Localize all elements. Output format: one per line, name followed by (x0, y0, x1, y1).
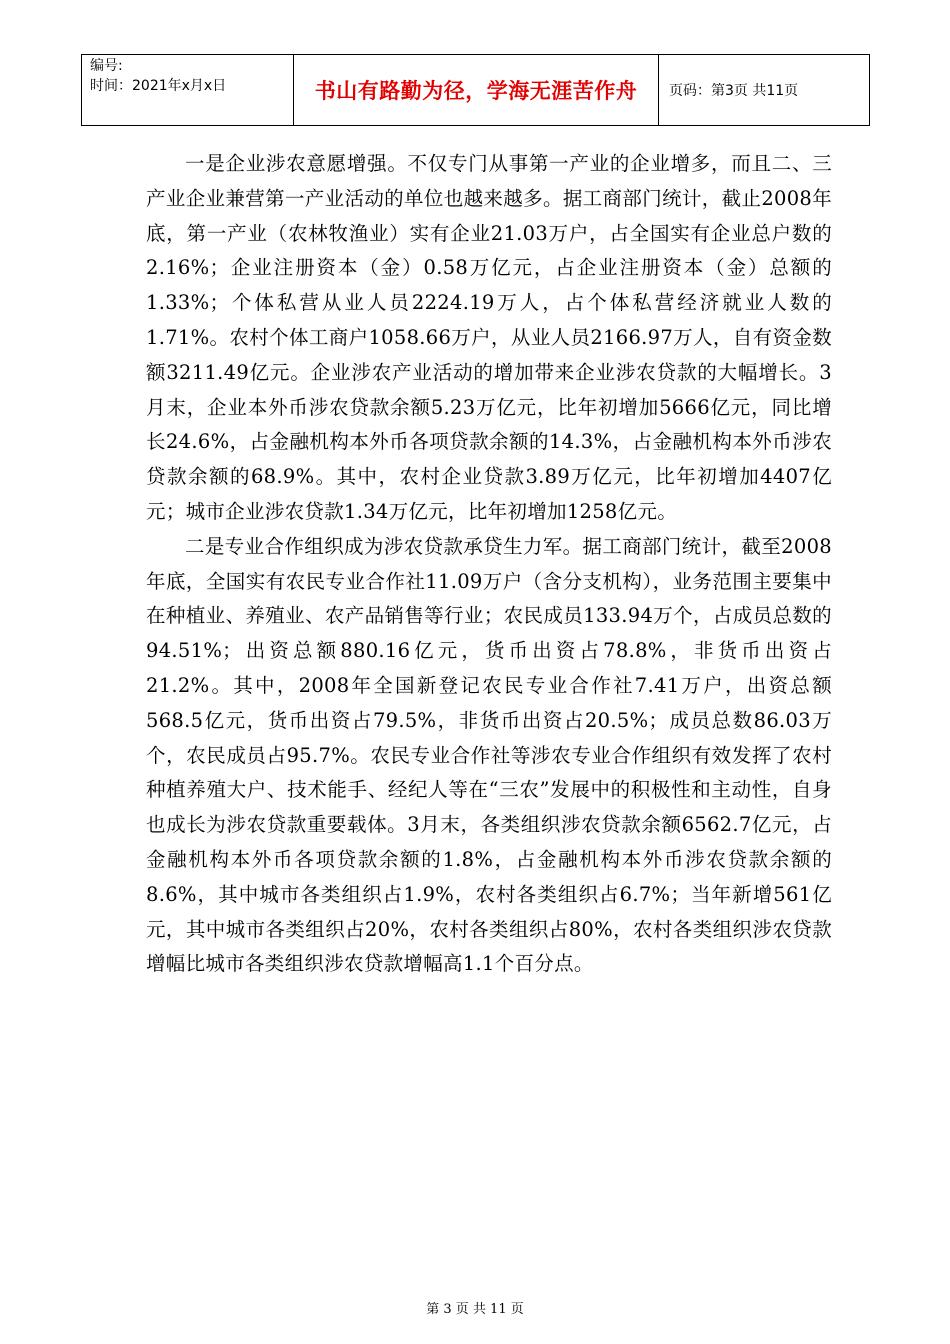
document-number-label: 编号: (90, 58, 123, 74)
header-meta-cell (82, 55, 294, 126)
header-row (82, 55, 870, 126)
document-header-table (81, 54, 870, 126)
page-footer: 第 3 页 共 11 页 (426, 1302, 524, 1317)
header-page-info: 页码：第3页 共11页 (659, 55, 870, 126)
document-time-label: 时间：2021年x月x日 (90, 78, 227, 94)
document-body (146, 147, 832, 982)
header-motto: 书山有路勤为径，学海无涯苦作舟 (294, 55, 659, 126)
paragraph-cooperatives: 二是专业合作组织成为涉农贷款承贷生力军。据工商部门统计，截至2008年底，全国实有农民专业合作社11.09万户（含分支机构），业务范围主要集中在种植业、养殖业、农产品销售等行业；农民成员133.94万个，占成员总数的94.51%；出资总额880.16亿元，货币出资占78.8%，非货币出资占21.2%。其中，2008年全国新登记农民专业合作社7.41万户，出资总额568.5亿元，货币出资占79.5%，非货币出资占20.5%；成员总数86.03万个，农民成员占95.7%。农民专业合作社等涉农专业合作组织有效发挥了农村种植养殖大户、技术能手、经纪人等在“三农”发展中的积极性和主动性，自身也成长为涉农贷款重要载体。3月末，各类组织涉农贷款余额6562.7亿元，占金融机构本外币各项贷款余额的1.8%，占金融机构本外币涉农贷款余额的8.6%，其中城市各类组织占1.9%，农村各类组织占6.7%；当年新增561亿元，其中城市各类组织占20%，农村各类组织占80%，农村各类组织涉农贷款增幅比城市各类组织涉农贷款增幅高1.1个百分点。 (146, 534, 832, 976)
paragraph-enterprise: 一是企业涉农意愿增强。不仅专门从事第一产业的企业增多，而且二、三产业企业兼营第一产业活动的单位也越来越多。据工商部门统计，截止2008年底，第一产业（农林牧渔业）实有企业21.03万户，占全国实有企业总户数的2.16%；企业注册资本（金）0.58万亿元，占企业注册资本（金）总额的1.33%；个体私营从业人员2224.19万人，占个体私营经济就业人数的1.71%。农村个体工商户1058.66万户，从业人员2166.97万人，自有资金数额3211.49亿元。企业涉农产业活动的增加带来企业涉农贷款的大幅增长。3月末，企业本外币涉农贷款余额5.23万亿元，比年初增加5666亿元，同比增长24.6%，占金融机构本外币各项贷款余额的14.3%，占金融机构本外币涉农贷款余额的68.9%。其中，农村企业贷款3.89万亿元，比年初增加4407亿元；城市企业涉农贷款1.34万亿元，比年初增加1258亿元。 (146, 152, 833, 523)
